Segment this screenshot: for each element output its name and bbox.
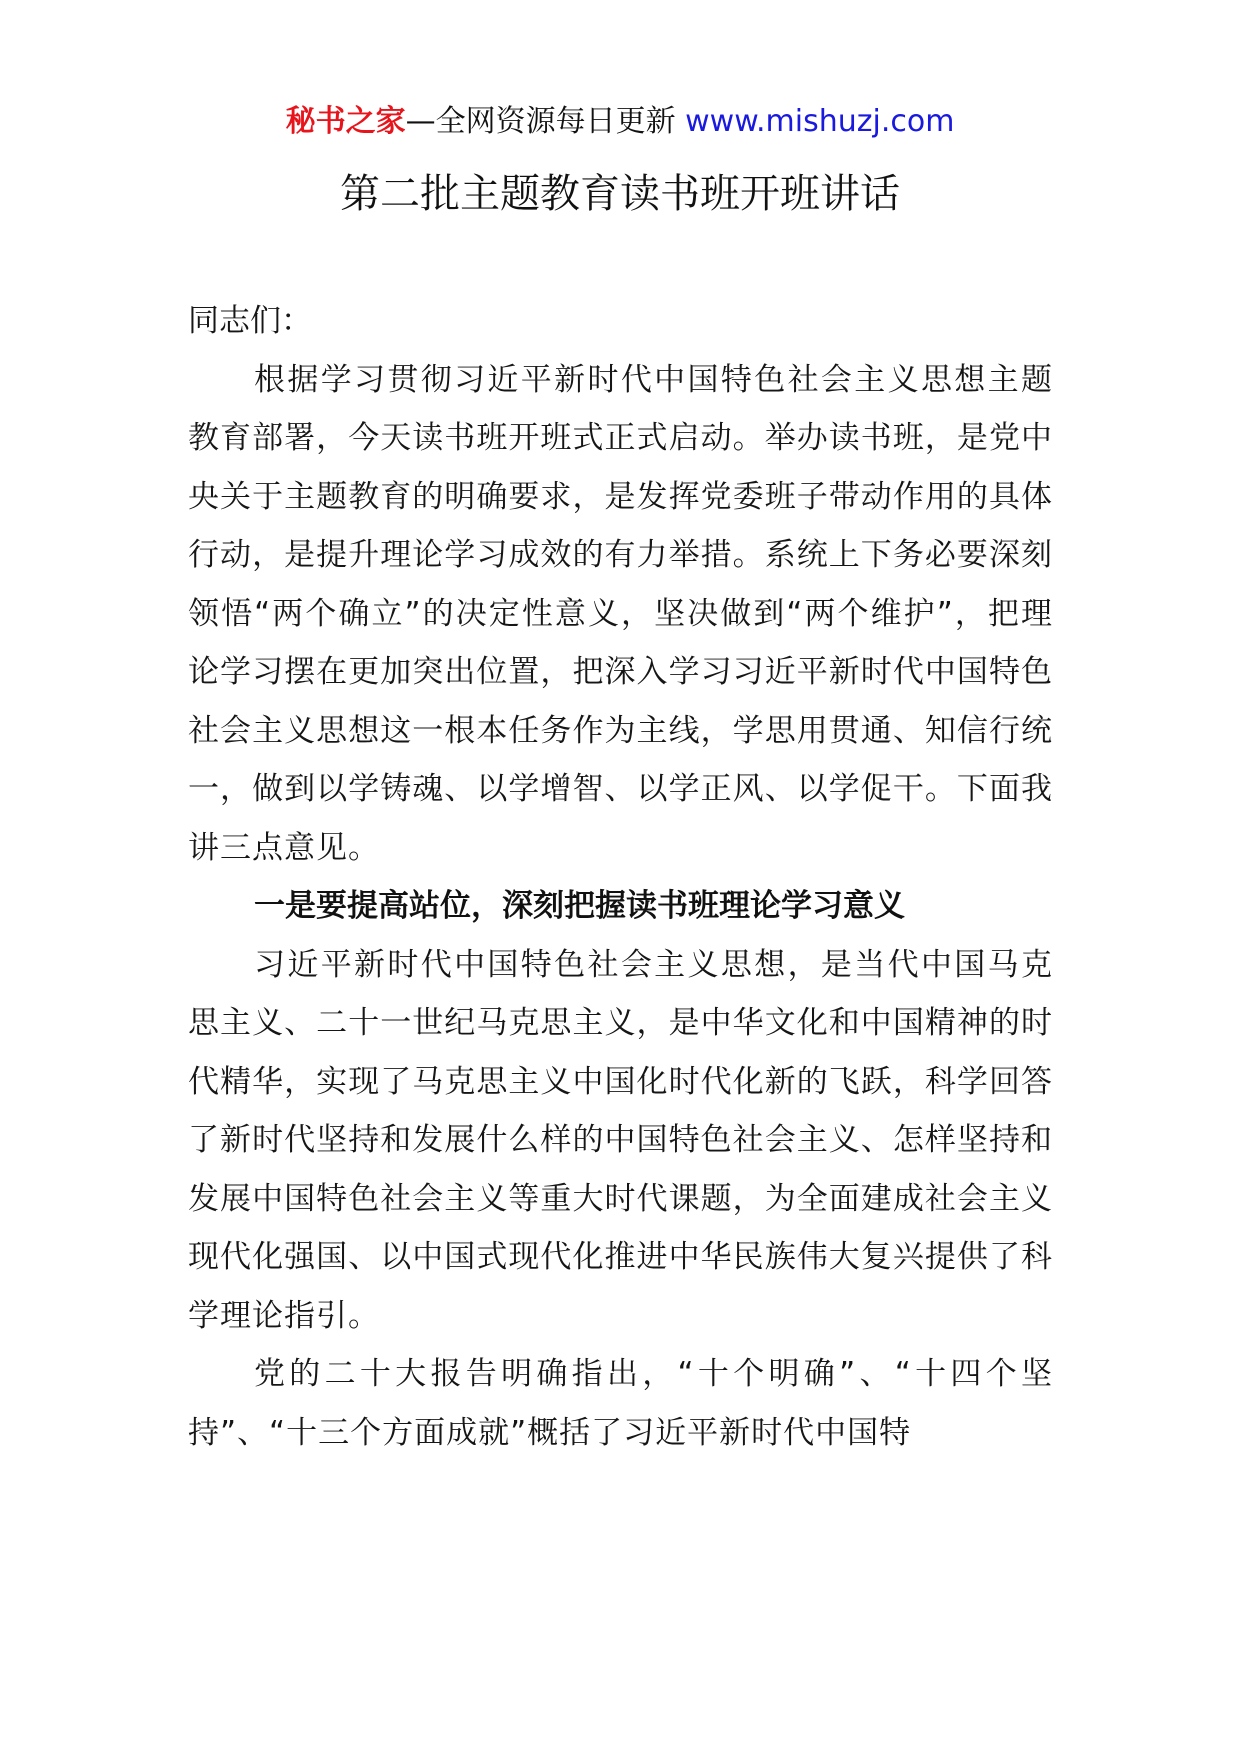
brand-name: 秘书之家 — [285, 104, 406, 139]
paragraph-1: 根据学习贯彻习近平新时代中国特色社会主义思想主题教育部署，今天读书班开班式正式启动。举办读书班，是党中央关于主题教育的明确要求，是发挥党委班子带动作用的具体行动，是提升理论学习成效的有力举措。系统上下务必要深刻领悟“两个确立”的决定性意义，坚决做到“两个维护”，把理论学习摆在更加突出位置，把深入学习习近平新时代中国特色社会主义思想这一根本任务作为主线，学思用贯通、知信行统一，做到以学铸魂、以学增智、以学正风、以学促干。下面我讲三点意见。 — [188, 361, 1053, 866]
page-title: 第二批主题教育读书班开班讲话 — [340, 171, 900, 217]
site-link[interactable]: www.mishuzj.com — [685, 104, 955, 139]
greeting: 同志们： — [188, 303, 312, 339]
section-heading-1: 一是要提高站位，深刻把握读书班理论学习意义 — [254, 888, 905, 924]
slogan: —全网资源每日更新 — [405, 104, 676, 139]
paragraph-2: 习近平新时代中国特色社会主义思想，是当代中国马克思主义、二十一世纪马克思主义，是中华文化和中国精神的时代精华，实现了马克思主义中国化时代化新的飞跃，科学回答了新时代坚持和发展什么样的中国特色社会主义、怎样坚持和发展中国特色社会主义等重大时代课题，为全面建成社会主义现代化强国、以中国式现代化推进中华民族伟大复兴提供了科学理论指引。 — [188, 946, 1053, 1334]
document-body — [188, 292, 1053, 1462]
site-header — [0, 102, 1240, 142]
paragraph-3: 党的二十大报告明确指出，“十个明确”、“十四个坚持”、“十三个方面成就”概括了习近平新时代中国特 — [188, 1356, 1053, 1451]
